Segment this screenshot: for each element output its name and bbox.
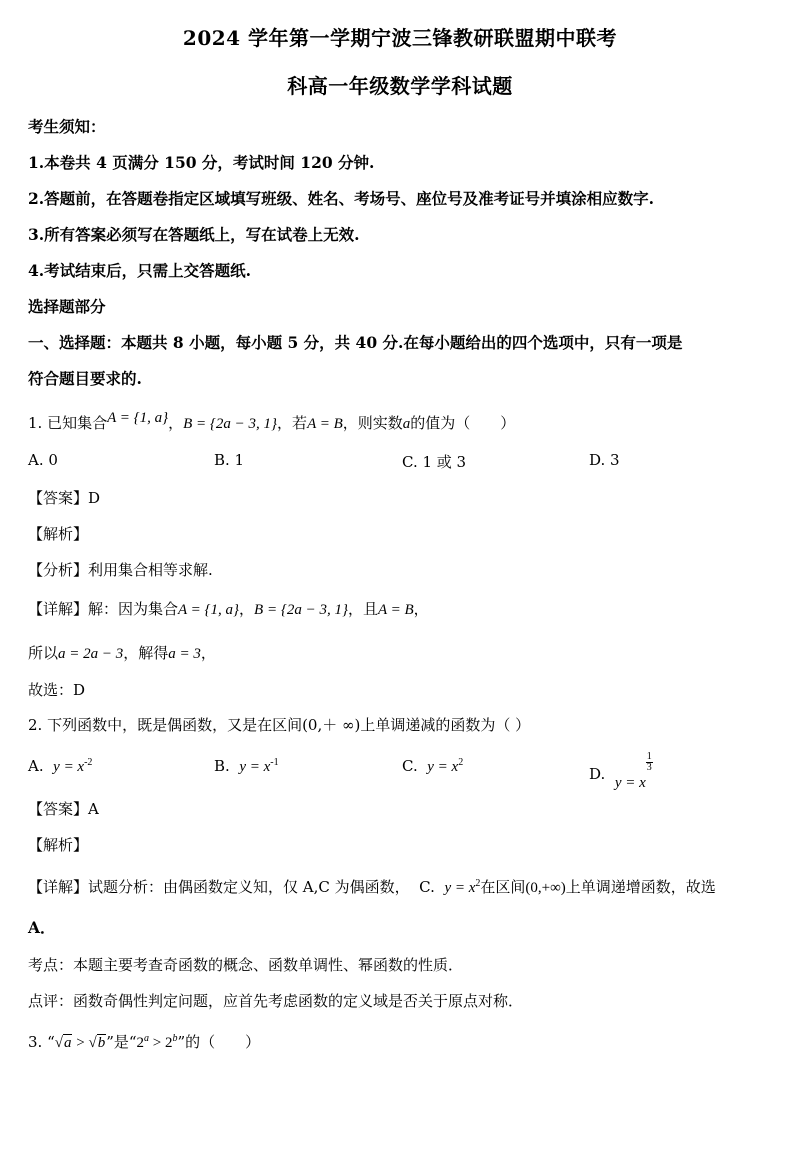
q2-analysis-tag: 【解析】: [28, 836, 89, 854]
q1-stem: 1. 已知集合A = {1, a}，B = {2a − 3, 1}，若A = B，则实数a的值为（ ）: [28, 410, 516, 432]
exam-subtitle: 科高一年级数学学科试题: [287, 74, 513, 98]
q1-option-d: D. 3: [589, 451, 620, 469]
q3-stem: 3. “√a > √b”是“$2^a > 2^b$”的（ ）: [28, 1033, 261, 1051]
q2-option-a: A. $y = x^{-2}$: [28, 757, 93, 775]
q1-answer: 【答案】D: [28, 489, 101, 507]
q2-option-d: D. y = x $\frac{1}{3}$: [589, 751, 652, 791]
q2-detail-end: A．: [28, 918, 56, 937]
section-instruction-2: 符合题目要求的.: [28, 369, 142, 388]
q2-stem: 2. 下列函数中，既是偶函数，又是在区间(0,＋ ∞)上单调递减的函数为（ ）: [28, 716, 531, 734]
notice-item-1: 1.本卷共 4 页满分 150 分，考试时间 120 分钟.: [28, 153, 375, 172]
q1-option-c: C. 1 或 3: [402, 453, 467, 471]
q1-equation: A = B: [307, 416, 343, 432]
q1-step: 所以a = 2a − 3，解得a = 3，: [28, 644, 216, 662]
notice-item-4: 4.考试结束后，只需上交答题纸.: [28, 261, 252, 280]
q1-option-b: B. 1: [214, 451, 245, 469]
section-part-label: 选择题部分: [28, 297, 106, 316]
q3-sqrt-b: b: [97, 1035, 106, 1051]
q2-option-d-exponent: $\frac{1}{3}$: [646, 751, 652, 773]
q1-choose: 故选：D: [28, 681, 86, 699]
q3-sqrt-a: a: [63, 1035, 72, 1051]
q1-analysis-tag: 【解析】: [28, 525, 89, 543]
exam-title: 2024 学年第一学期宁波三锋教研联盟期中联考: [182, 26, 618, 50]
q1-fenxi: 【分析】利用集合相等求解.: [28, 561, 213, 579]
q2-answer: 【答案】A: [28, 800, 99, 818]
q2-option-b: B. $y = x^{-1}$: [214, 757, 279, 775]
q2-detail: 【详解】试题分析：由偶函数定义知，仅 A,C 为偶函数， C. $y = x^2$在区间(0,+∞)上单调递增函数，故选: [28, 878, 716, 896]
q1-set-a: A = {1, a}: [107, 410, 169, 426]
q1-option-a: A. 0: [28, 451, 58, 469]
q1-detail: 【详解】解：因为集合A = {1, a}，B = {2a − 3, 1}，且A = B，: [28, 600, 429, 618]
q2-kaodian: 考点：本题主要考查奇函数的概念、函数单调性、幂函数的性质．: [28, 956, 464, 974]
q2-dianping: 点评：函数奇偶性判定问题，应首先考虑函数的定义域是否关于原点对称．: [28, 992, 524, 1010]
q2-option-c: C. $y = x^2$: [402, 757, 464, 775]
notice-heading: 考生须知：: [28, 117, 106, 136]
section-instruction-1: 一、选择题：本题共 8 小题，每小题 5 分，共 40 分.在每小题给出的四个选项中，只有一项是: [28, 333, 683, 352]
q1-set-b: B = {2a − 3, 1}: [183, 416, 278, 432]
notice-item-2: 2.答题前，在答题卷指定区域填写班级、姓名、考场号、座位号及准考证号并填涂相应数字.: [28, 189, 655, 208]
notice-item-3: 3.所有答案必须写在答题纸上，写在试卷上无效.: [28, 225, 360, 244]
